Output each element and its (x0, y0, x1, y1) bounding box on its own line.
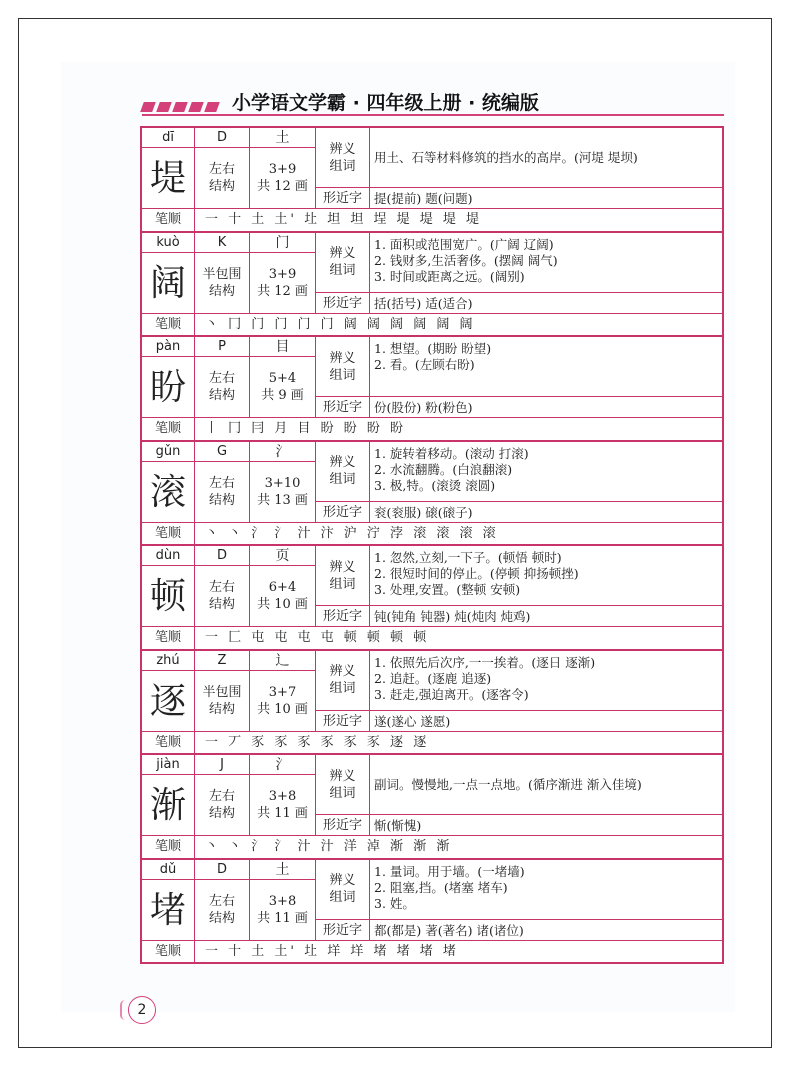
index-letter: D (195, 128, 250, 148)
stroke-count-text: 3+7 共 10 画 (257, 684, 308, 717)
structure-text: 左右 结构 (208, 371, 235, 403)
character-entry (140, 126, 724, 233)
character-entry (140, 753, 724, 860)
similar-content: 衮(衮服) 磙(磙子) (370, 502, 722, 523)
meaning-content (370, 860, 722, 920)
stroke-count (250, 880, 316, 941)
similar-content: 提(提前) 题(问题) (370, 188, 722, 209)
character: 渐 (142, 775, 195, 836)
stroke-order: 一 十 土 土' 圵 垟 垟 堵 堵 堵 堵 (205, 943, 459, 959)
index-letter: P (195, 337, 250, 357)
pinyin: gǔn (142, 442, 195, 462)
meaning-label (316, 442, 370, 502)
stroke-count (250, 148, 316, 209)
similar-label: 形近字 (316, 711, 370, 732)
stroke-order-label: 笔顺 (142, 732, 195, 754)
stroke-order: 丨 冂 冃 月 目 盼 盼 盼 盼 (205, 421, 407, 436)
pinyin: kuò (142, 233, 195, 253)
radical: 页 (250, 546, 316, 566)
structure (195, 880, 250, 941)
meaning-content-text: 1. 忽然,立刻,一下子。(顿悟 顿时) 2. 很短时间的停止。(停顿 抑扬顿挫) 3. 处理,安置。(整顿 安顿) (374, 550, 579, 597)
page-number: 2 (128, 996, 156, 1024)
stroke-order: 丶 丶 氵 氵 汁 汁 洋 淖 渐 渐 渐 (205, 839, 453, 854)
meaning-label-text: 辨义 组词 (329, 559, 356, 592)
similar-label: 形近字 (316, 397, 370, 418)
meaning-content-text: 1. 面积或范围宽广。(广阔 辽阔) 2. 钱财多,生活奢侈。(摆阔 阔气) 3. 时间或距离之远。(阔别) (374, 236, 558, 284)
stroke-count (250, 671, 316, 732)
stroke-order-label: 笔顺 (142, 314, 195, 336)
similar-label: 形近字 (316, 606, 370, 627)
stroke-count-text: 3+8 共 11 画 (257, 789, 308, 821)
structure-text: 左右 结构 (208, 475, 235, 508)
character-entry (140, 544, 724, 651)
similar-label: 形近字 (316, 815, 370, 836)
pinyin: dùn (142, 546, 195, 566)
character: 堤 (142, 148, 195, 209)
similar-content: 惭(惭愧) (370, 815, 722, 836)
structure (195, 253, 250, 314)
radical: 土 (250, 128, 316, 148)
stroke-order: 丶 丶 氵 氵 汁 汴 沪 泞 浡 滚 滚 滚 滚 (205, 525, 499, 541)
pinyin: jiàn (142, 755, 195, 775)
pinyin: pàn (142, 337, 195, 357)
stroke-count-text: 6+4 共 10 画 (257, 580, 308, 612)
structure-text: 左右 结构 (208, 162, 235, 194)
meaning-label (316, 233, 370, 293)
meaning-label-text: 辨义 组词 (329, 768, 356, 801)
radical: 门 (250, 233, 316, 253)
index-letter: Z (195, 651, 250, 671)
meaning-label-text: 辨义 组词 (329, 141, 356, 174)
structure (195, 357, 250, 418)
character-entries (140, 126, 724, 964)
similar-label: 形近字 (316, 293, 370, 314)
meaning-content-text: 用土、石等材料修筑的挡水的高岸。(河堤 堤坝) (374, 149, 638, 165)
header-rule (142, 114, 724, 116)
character-entry (140, 231, 724, 338)
meaning-content (370, 128, 722, 188)
similar-content: 括(括号) 适(适合) (370, 293, 722, 314)
meaning-content (370, 337, 722, 397)
stroke-count-text: 3+9 共 12 画 (257, 162, 308, 194)
index-letter: D (195, 546, 250, 566)
structure (195, 566, 250, 627)
stroke-count-text: 3+9 共 12 画 (257, 266, 308, 299)
meaning-label-text: 辨义 组词 (329, 246, 356, 278)
character: 盼 (142, 357, 195, 418)
structure-text: 半包围 结构 (202, 266, 242, 299)
stroke-order-label: 笔顺 (142, 941, 195, 963)
radical: 氵 (250, 442, 316, 462)
meaning-content (370, 651, 722, 711)
pinyin: zhú (142, 651, 195, 671)
similar-label: 形近字 (316, 920, 370, 941)
radical: 辶 (250, 651, 316, 671)
stroke-order-label: 笔顺 (142, 418, 195, 440)
pinyin: dǔ (142, 860, 195, 880)
character-entry (140, 440, 724, 547)
meaning-label (316, 755, 370, 815)
character: 逐 (142, 671, 195, 732)
similar-content: 都(都是) 著(著名) 诸(诸位) (370, 920, 722, 941)
stroke-count (250, 253, 316, 314)
meaning-label-text: 辨义 组词 (329, 350, 356, 383)
structure (195, 775, 250, 836)
structure (195, 671, 250, 732)
stroke-order: 一 匚 屯 屯 屯 屯 顿 顿 顿 顿 (205, 630, 430, 645)
structure-text: 左右 结构 (208, 893, 235, 926)
stroke-order-label: 笔顺 (142, 836, 195, 858)
book-title: 小学语文学霸 · 四年级上册 · 统编版 (232, 92, 539, 114)
meaning-label (316, 651, 370, 711)
stroke-order-label: 笔顺 (142, 209, 195, 231)
radical: 目 (250, 337, 316, 357)
stroke-count (250, 462, 316, 523)
character-entry (140, 649, 724, 756)
index-letter: D (195, 860, 250, 880)
structure (195, 462, 250, 523)
index-letter: G (195, 442, 250, 462)
radical: 土 (250, 860, 316, 880)
structure-text: 半包围 结构 (202, 684, 242, 717)
structure-text: 左右 结构 (208, 789, 235, 821)
character: 顿 (142, 566, 195, 627)
meaning-content (370, 233, 722, 293)
character: 滚 (142, 462, 195, 523)
meaning-label (316, 546, 370, 606)
similar-content: 钝(钝角 钝器) 炖(炖肉 炖鸡) (370, 606, 722, 627)
meaning-content-text: 1. 旋转着移动。(滚动 打滚) 2. 水流翻腾。(白浪翻滚) 3. 极,特。(滚烫 滚圆) (374, 445, 529, 493)
stroke-count (250, 357, 316, 418)
stroke-order-label: 笔顺 (142, 523, 195, 545)
meaning-label-text: 辨义 组词 (329, 664, 356, 696)
similar-label: 形近字 (316, 188, 370, 209)
stroke-order-label: 笔顺 (142, 627, 195, 649)
meaning-content-text: 副词。慢慢地,一点一点地。(循序渐进 渐入佳境) (374, 776, 642, 792)
index-letter: K (195, 233, 250, 253)
meaning-content-text: 1. 量词。用于墙。(一堵墙) 2. 阻塞,挡。(堵塞 堵车) 3. 姓。 (374, 863, 525, 911)
stroke-count (250, 775, 316, 836)
meaning-label (316, 337, 370, 397)
meaning-content (370, 546, 722, 606)
meaning-content-text: 1. 想望。(期盼 盼望) 2. 看。(左顾右盼) (374, 341, 492, 372)
stroke-count-text: 3+8 共 11 画 (257, 893, 308, 926)
character: 堵 (142, 880, 195, 941)
stroke-count (250, 566, 316, 627)
pinyin: dī (142, 128, 195, 148)
stroke-count-text: 5+4 共 9 画 (261, 371, 304, 403)
similar-content: 遂(遂心 遂愿) (370, 711, 722, 732)
stroke-order: 丶 冂 门 门 门 门 阔 阔 阔 阔 阔 阔 (205, 316, 476, 332)
meaning-content-text: 1. 依照先后次序,一一挨着。(逐日 逐渐) 2. 追赶。(逐鹿 追逐) 3. 赶走,强迫离开。(逐客令) (374, 654, 596, 702)
meaning-label-text: 辨义 组词 (329, 873, 356, 905)
stroke-count-text: 3+10 共 13 画 (257, 475, 308, 508)
character: 阔 (142, 253, 195, 314)
meaning-content (370, 755, 722, 815)
structure (195, 148, 250, 209)
radical: 氵 (250, 755, 316, 775)
similar-content: 份(股份) 粉(粉色) (370, 397, 722, 418)
stroke-order: 一 丆 豕 豕 豕 豕 豕 豕 逐 逐 (205, 734, 430, 750)
similar-label: 形近字 (316, 502, 370, 523)
meaning-content (370, 442, 722, 502)
character-entry (140, 335, 724, 442)
stroke-order: 一 十 土 土' 圵 坦 坦 埕 堤 堤 堤 堤 (205, 212, 483, 227)
meaning-label (316, 128, 370, 188)
meaning-label-text: 辨义 组词 (329, 455, 356, 487)
header-decoration (142, 102, 218, 112)
structure-text: 左右 结构 (208, 580, 235, 612)
meaning-label (316, 860, 370, 920)
character-entry (140, 858, 724, 965)
index-letter: J (195, 755, 250, 775)
